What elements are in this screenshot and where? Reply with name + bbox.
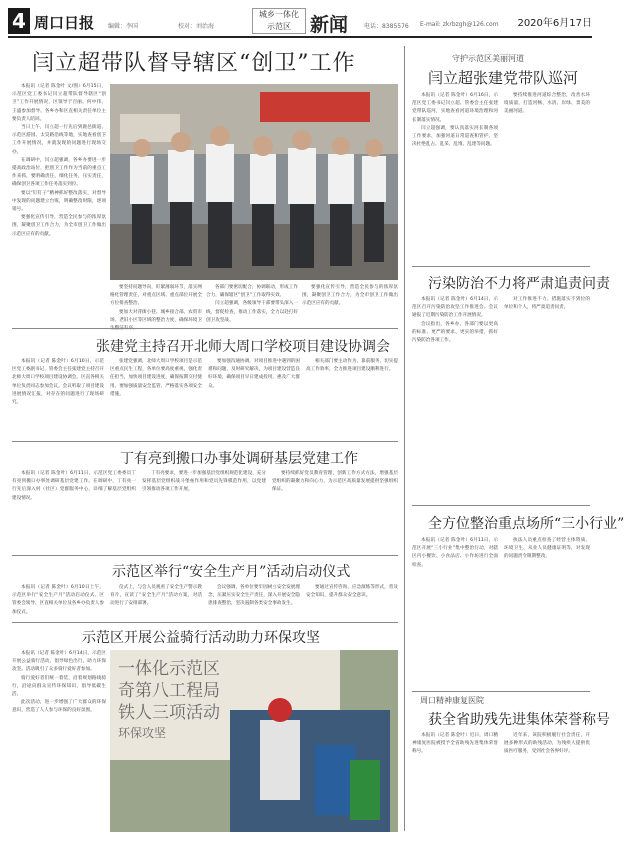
- paragraph: 骑行爱好者们统一着装，沿着规划路线骑行，沿途向群众宣传环保知识，倡导低碳生活。: [12, 675, 106, 698]
- paragraph: 本报讯（记者 陈金叶）6月16日，示范区党工委书记闫立超、管委会主任张建党带队巡河，实地查看河道环境治理和河长制落实情况。: [412, 93, 498, 123]
- masthead: [8, 8, 592, 34]
- paragraph: 要以“钉钉子”精神抓好整改落实，对督导中发现的问题建立台账，明确整改时限，逐项销号。: [12, 190, 106, 213]
- paragraph: 本报讯（记者 陈金叶）6月10日，示范区党工委副书记、管委会主任张建党主持召开北师大周口学校项目建设协调会。区直各相关单位负责同志参加会议。会议听取了项目建设进展情况汇报，对存在的问题进行了现场研究。: [12, 359, 104, 406]
- paragraph: 各部门要密切配合，协调联动，形成工作合力，确保辖区“创卫”工作取得实效。: [206, 285, 298, 299]
- paragraph: 要强化宣传引导，营造全民参与的浓厚氛围，凝聚创卫工作合力，为全市创卫工作做出示范区应有的贡献。: [302, 285, 398, 307]
- zhang-col-4: [306, 358, 398, 438]
- paragraph: 本报讯（记者 陈金叶 文/图）6月15日，示范区党工委书记闫立超带队督导辖区“创卫”工作开展情况，区领导于百丽、何中伟、王盛参加督导。各乡办和区直相关责任单位主要负责人陪同。: [12, 84, 106, 122]
- headline-three-small: 全方位整治重点场所“三小行业”: [428, 516, 624, 532]
- safety-col-2: [110, 584, 202, 620]
- section-tag-bottom: 示范区: [267, 22, 291, 31]
- three-small-col-1: [412, 537, 498, 689]
- pollution-col-1: [412, 296, 498, 500]
- ding-col-3: [272, 470, 398, 552]
- paragraph: 本报讯（记者 陈金叶）6月14日，示范区召开污染防治攻坚工作推进会。会议通报了近期污染防治工作开展情况。: [412, 297, 498, 319]
- proof-credit: 校对：刘治海: [178, 23, 215, 30]
- paragraph: 在调研中，闫立超强调，各乡办要进一步提高政治站位，把创卫工作作为当前的重点工作来抓，要明确责任，细化任务，压实责任，确保创卫各项工作任务落实到位。: [12, 157, 106, 188]
- section-tag-top: 城乡一体化: [259, 10, 299, 19]
- banner-line-2: 奇第八工程局: [118, 681, 220, 701]
- paragraph: 执法人员重点检查了经营主体资质、环境卫生、从业人员健康证明等，对发现的问题责令限期整改。: [504, 538, 590, 560]
- paragraph: 要强化宣传引导，营造全民参与的浓厚氛围，凝聚创卫工作合力，为全市创卫工作做出示范区应有的贡献。: [12, 215, 106, 237]
- section-rule: [412, 266, 590, 267]
- paragraph: 本报讯（记者 陈金叶）6月10日上午，示范区举行“安全生产月”活动启动仪式。区管委会领导、区直相关单位及各乡办负责人参加仪式。: [12, 585, 104, 615]
- banner-line-4: 环保攻坚: [118, 726, 167, 740]
- right-label-1: 守护示范区美丽河道: [452, 54, 524, 63]
- safety-col-1: [12, 584, 104, 620]
- paragraph: 本报讯（记者 陈金叶）6月14日，示范区开展公益骑行活动，倡导绿色出行，助力环保攻坚。活动吸引了众多骑行爱好者参加。: [12, 651, 106, 673]
- paragraph: 此次活动，进一步增强了广大群众的环保意识，营造了人人参与环保的良好氛围。: [12, 700, 106, 714]
- lead-col-1: [12, 83, 106, 323]
- section-rule: [12, 555, 398, 556]
- zhang-col-3: [208, 358, 300, 438]
- headline-safety: 示范区举行“安全生产月”活动启动仪式: [112, 564, 351, 580]
- section-rule: [12, 441, 398, 442]
- section-rule: [412, 691, 590, 692]
- zhang-col-2: [110, 358, 202, 438]
- page-number: 4: [8, 8, 30, 34]
- paragraph: 当日上午，闫立超一行先后到鹿邑街道、示范区游园、太昊路沿线等地，实地查看创卫工作开展情况，并就发现的问题进行现场交办。: [12, 125, 106, 155]
- masthead-rule: [8, 36, 592, 38]
- editor-credit: 编辑：李国: [108, 23, 139, 30]
- column-divider: [404, 46, 405, 831]
- award-col-1: [412, 732, 498, 832]
- paragraph: 本报讯（记者 陈金叶）近日，周口精神康复医院被授予全省助残先进集体荣誉称号。: [412, 733, 498, 755]
- paragraph: 闫立超强调，各级领导干部要带头深入一线，督促检查，推动工作落实，全力以赴打好创卫攻坚战。: [206, 301, 298, 323]
- paragraph: 会议强调，各单位要牢固树立安全发展理念，压紧压实安全生产责任，深入开展安全隐患排查整治，坚决遏制各类安全事故发生。: [208, 585, 300, 607]
- headline-zhang: 张建党主持召开北师大周口学校项目建设协调会: [96, 339, 390, 355]
- paragraph: 对工作推进不力、措施落实不到位的单位和个人，将严肃追责问责。: [504, 297, 590, 311]
- paragraph: 要坚持问题导向，盯紧薄弱环节，落实网格化管理责任，对重点区域、重点部位开展全方位排查整治。: [110, 285, 202, 307]
- lead-photo-officials: [110, 84, 398, 280]
- headline-cycling: 示范区开展公益骑行活动助力环保攻坚: [82, 630, 320, 646]
- paragraph: 要持续抓好党员教育管理，创新工作方式方法，增强基层党组织的凝聚力和向心力，为示范区高质量发展提供坚强组织保证。: [272, 471, 398, 493]
- paragraph: 要通过宣传咨询、应急演练等形式，普及安全知识，提升群众安全意识。: [306, 585, 398, 599]
- lead-col-2: [110, 284, 202, 324]
- paragraph: 张建党强调，北师大周口学校项目是示范区重点民生工程，各单位要高度重视，强化责任担当，加快项目建设进度，确保按期交付使用。要加强质量安全监管，严格落实各项安全措施。: [110, 359, 202, 397]
- cycling-text: [12, 650, 106, 830]
- section-rule: [12, 622, 398, 623]
- headline-river-patrol: 闫立超张建党带队巡河: [428, 69, 579, 87]
- banner-line-3: 铁人三项活动: [118, 703, 220, 723]
- three-small-col-2: [504, 537, 590, 689]
- paragraph: 本报讯（记者 陈金叶）6月11日，示范区党工委委员丁有亮到搬口办事处调研基层党建工作。在调研中，丁有亮一行先后深入村（社区）党群服务中心，详细了解基层党组织建设情况。: [12, 471, 136, 501]
- newspaper-logo: 周口日报: [34, 14, 95, 32]
- paragraph: 近年来，该院积极履行社会责任，开展多种形式的助残活动，为残疾人提供优质医疗服务，受到社会各界好评。: [504, 733, 590, 755]
- paragraph: 相关部门要主动作为，靠前服务，切实提高工作效率，全力推进项目建设顺利进行。: [306, 359, 398, 373]
- ding-col-2: [142, 470, 266, 552]
- section-name: 新闻: [310, 14, 349, 36]
- right-label-4: 周口精神康复医院: [420, 696, 484, 705]
- section-rule: [12, 328, 398, 329]
- safety-col-3: [208, 584, 300, 620]
- lead-headline: 闫立超带队督导辖区“创卫”工作: [32, 51, 356, 76]
- email: E-mail: zkrbzgh@126.com: [420, 21, 499, 28]
- section-rule: [412, 505, 590, 506]
- paragraph: 仪式上，与会人员观看了安全生产警示教育片，宣读了“安全生产月”活动方案，对活动进行了安排部署。: [110, 585, 202, 607]
- paragraph: 要加强沟通协调，对项目推进中遇到的困难和问题，及时研究解决，为项目建设营造良好环境，确保项目早日建成投用，惠及广大群众。: [208, 359, 300, 389]
- issue-date: 2020年6月17日: [517, 18, 592, 29]
- paragraph: 要持续推进河道综合整治，改善水环境质量，打造河畅、水清、岸绿、景美的美丽河道。: [504, 93, 590, 115]
- paragraph: 会议指出，各乡办、各部门要以更高的标准、更严的要求、更实的举措，抓好污染防治各项工作。: [412, 321, 498, 344]
- paragraph: 丁有亮要求，要进一步加强基层党组织规范化建设，充分发挥基层党组织战斗堡垒作用和党员先锋模范作用，以党建引领推动各项工作开展。: [142, 471, 266, 493]
- safety-col-4: [306, 584, 398, 620]
- headline-ding: 丁有亮到搬口办事处调研基层党建工作: [120, 451, 358, 467]
- headline-award: 获全省助残先进集体荣誉称号: [428, 712, 610, 728]
- paragraph: 要加大对背街小巷、城乡接合部、农贸市场、老旧小区等区域的整治力度，确保环境卫: [110, 309, 202, 323]
- cycling-photo: [110, 650, 398, 832]
- paragraph: 本报讯（记者 陈金叶）6月11日，示范区开展“三小行业”集中整治行动，对辖区内小餐饮、小食品店、小作坊进行全面检查。: [412, 538, 498, 568]
- river-col-1: [412, 92, 498, 264]
- phone: 电话：8385576: [364, 23, 409, 30]
- lead-col-4: [302, 284, 398, 324]
- paragraph: 闫立超强调，要认真落实河长制各项工作要求，加强河道日常巡查和管护，坚决杜绝乱占、乱采、乱堆、乱建等问题。: [412, 125, 498, 148]
- pollution-col-2: [504, 296, 590, 500]
- lead-col-3: [206, 284, 298, 324]
- headline-pollution: 污染防治不力将严肃追责问责: [428, 276, 610, 292]
- ding-col-1: [12, 470, 136, 552]
- zhang-col-1: [12, 358, 104, 438]
- banner-line-1: 一体化示范区: [118, 659, 220, 679]
- award-col-2: [504, 732, 590, 832]
- section-tag: [252, 8, 306, 34]
- river-col-2: [504, 92, 590, 264]
